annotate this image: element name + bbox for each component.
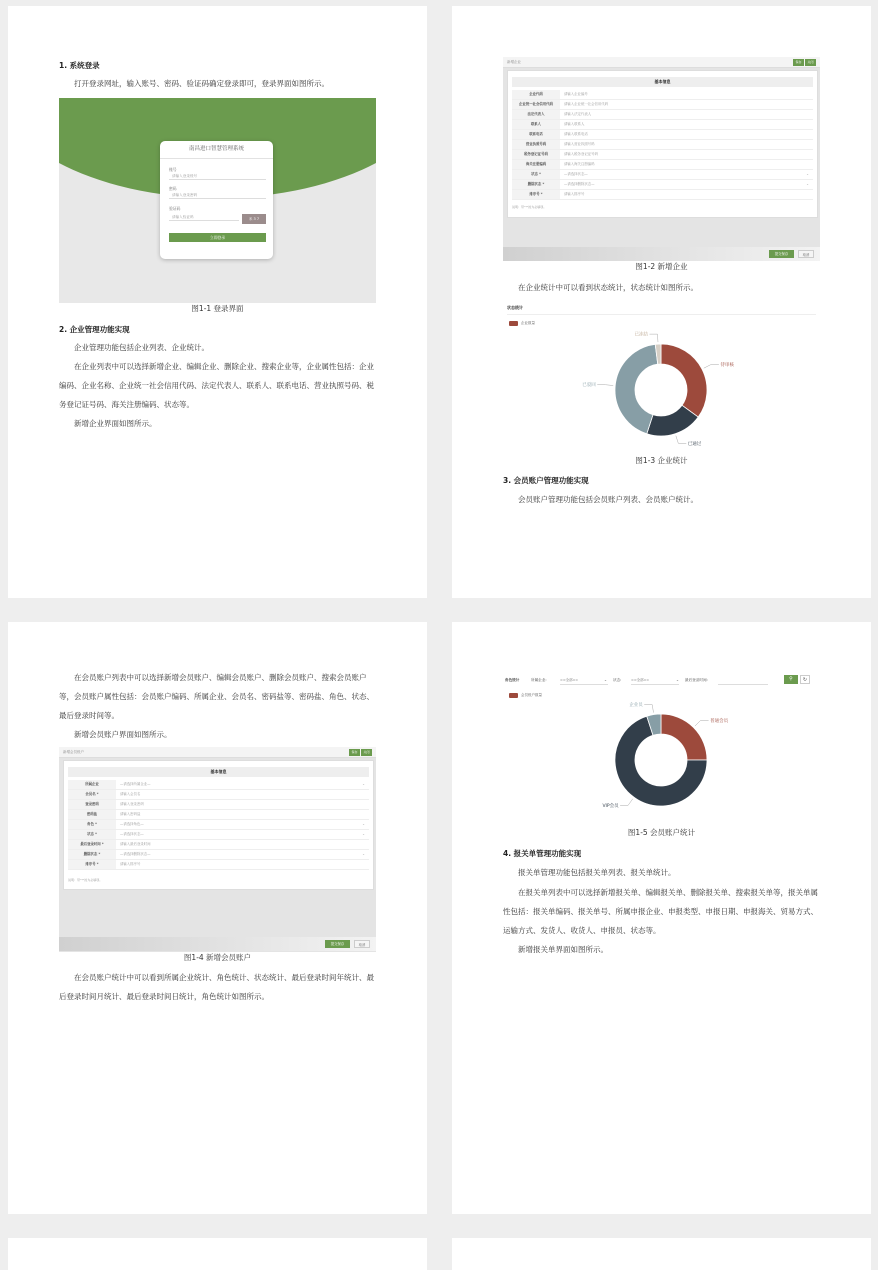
form-topbar xyxy=(503,57,820,68)
document-page-6 xyxy=(452,1238,871,1270)
form-row xyxy=(68,830,369,840)
donut-chart xyxy=(503,674,820,824)
form-row-label: 企业代码 xyxy=(512,90,560,99)
slice-label: 普通会员 xyxy=(710,718,729,724)
form-row xyxy=(68,840,369,850)
document-page-1 xyxy=(8,6,427,598)
paragraph: 新增企业界面如图所示。 xyxy=(74,419,157,428)
form-row-input[interactable]: 请输入营业执照号码 xyxy=(564,142,595,146)
form-row-label: 删除状态 * xyxy=(68,850,116,859)
slice-label: 已冻结 xyxy=(634,332,648,338)
form-row-select[interactable]: —请选择删除状态— xyxy=(120,852,151,856)
section-heading-login: 1. 系统登录 xyxy=(59,61,100,70)
form-row xyxy=(512,130,813,140)
form-row-input[interactable]: 请输入会员名 xyxy=(120,792,141,796)
form-row-input[interactable]: 请输入排序号 xyxy=(564,192,585,196)
figure-caption: 图1-2 新增企业 xyxy=(635,262,688,271)
form-panel xyxy=(507,70,818,218)
form-row-select[interactable]: —请选择状态— xyxy=(564,172,588,176)
slice-label-leader xyxy=(676,436,686,444)
chevron-down-icon: ⌄ xyxy=(806,182,809,186)
cancel-button[interactable]: 取消 xyxy=(354,940,370,948)
account-input[interactable]: 请输入登录账号 xyxy=(169,173,266,180)
form-row-label: 企业统一社会信用代码 xyxy=(512,100,560,109)
document-page-5 xyxy=(8,1238,427,1270)
login-button[interactable]: 立即登录 xyxy=(169,233,266,242)
paragraph: 报关单管理功能包括报关单列表、报关单统计。 xyxy=(518,868,676,877)
document-page-2 xyxy=(452,6,871,598)
form-row-select[interactable]: —请选择状态— xyxy=(120,832,144,836)
paragraph: 打开登录网址，输入账号、密码、验证码确定登录即可，登录界面如图所示。 xyxy=(74,79,329,88)
donut-chart xyxy=(503,303,820,451)
form-note: 说明：带"*"的为必填项。 xyxy=(512,205,547,209)
enterprise-status-chart xyxy=(503,303,820,451)
refresh-icon[interactable]: ↻ xyxy=(800,675,810,684)
form-row-label: 排序号 * xyxy=(512,190,560,199)
submit-save-button[interactable]: 提交保存 xyxy=(325,940,350,948)
form-row xyxy=(68,850,369,860)
chevron-down-icon: ⌄ xyxy=(362,852,365,856)
form-row-input[interactable]: 请输入排序号 xyxy=(120,862,141,866)
chevron-down-icon: ⌄ xyxy=(362,832,365,836)
form-row xyxy=(512,100,813,110)
pie-slice[interactable] xyxy=(661,344,707,417)
form-row xyxy=(512,180,813,190)
form-row-label: 法定代表人 xyxy=(512,110,560,119)
form-row-label: 会员名 * xyxy=(68,790,116,799)
captcha-image[interactable]: 米 3 7 xyxy=(242,214,266,224)
form-row xyxy=(512,150,813,160)
form-row xyxy=(68,780,369,790)
enterprise-form-screenshot xyxy=(503,57,820,261)
form-footer xyxy=(59,937,376,951)
form-row xyxy=(512,120,813,130)
login-card xyxy=(160,141,273,259)
account-label: 账号 xyxy=(169,167,177,172)
figure-caption: 图1-1 登录界面 xyxy=(191,304,244,313)
password-label: 密码 xyxy=(169,186,177,191)
legend-label: 会员账户数量 xyxy=(521,693,542,697)
form-note: 说明：带"*"的为必填项。 xyxy=(68,878,103,882)
paragraph: 会员账户管理功能包括会员账户列表、会员账户统计。 xyxy=(518,495,698,504)
paragraph: 在企业统计中可以看到状态统计，状态统计如图所示。 xyxy=(518,283,698,292)
form-row xyxy=(512,90,813,100)
form-row xyxy=(68,860,369,870)
form-row-label: 状态 * xyxy=(68,830,116,839)
save-top-button[interactable]: 保存 xyxy=(349,749,360,756)
filter-status-select[interactable]: ==全部== xyxy=(631,676,679,685)
form-section-title: 基本信息 xyxy=(68,767,369,777)
section-heading-declaration: 4. 报关单管理功能实现 xyxy=(503,849,582,858)
close-top-button[interactable]: 关闭 xyxy=(361,749,372,756)
form-row-input[interactable]: 请输入法定代表人 xyxy=(564,112,592,116)
paragraph: 新增报关单界面如图所示。 xyxy=(518,945,608,954)
form-row-input[interactable]: 请输入企业编号 xyxy=(564,92,588,96)
chevron-down-icon: ⌄ xyxy=(604,678,608,682)
login-screenshot xyxy=(59,98,376,303)
form-row-input[interactable]: 请输入海关注册编码 xyxy=(564,162,595,166)
form-row-label: 所属企业 xyxy=(68,780,116,789)
form-row-input[interactable]: 请输入联系人 xyxy=(564,122,585,126)
form-row-label: 税务登记证号码 xyxy=(512,150,560,159)
form-row xyxy=(512,140,813,150)
member-role-chart xyxy=(503,674,820,824)
form-row xyxy=(512,170,813,180)
form-row-select[interactable]: —请选择所属企业— xyxy=(120,782,151,786)
password-input[interactable]: 请输入登录密码 xyxy=(169,192,266,199)
form-row xyxy=(68,810,369,820)
paragraph: 在报关单列表中可以选择新增报关单、编辑报关单、删除报关单、搜索报关单等，报关单属性包括：报关单编码、报关单号、所属申报企业、申报类型、申报日期、申报海关、贸易方式、运输方式、发货人、收货人、申报员、状态等。 xyxy=(503,888,818,935)
form-row-label: 密码盐 xyxy=(68,810,116,819)
close-top-button[interactable]: 关闭 xyxy=(805,59,816,66)
login-title: 南昌进口智慧管理系统 xyxy=(160,141,273,159)
member-form-screenshot xyxy=(59,747,376,952)
figure-caption: 图1-3 企业统计 xyxy=(635,456,688,465)
search-icon[interactable]: ⚲ xyxy=(784,675,798,684)
slice-label: VIP会员 xyxy=(602,803,619,809)
captcha-input[interactable]: 请输入验证码 xyxy=(169,214,239,221)
paragraph: 企业管理功能包括企业列表、企业统计。 xyxy=(74,343,209,352)
figure-caption: 图1-4 新增会员账户 xyxy=(183,953,252,962)
form-row-select[interactable]: —请选择角色— xyxy=(120,822,144,826)
form-row-input[interactable]: 请输入税务登记证号码 xyxy=(564,152,598,156)
breadcrumb: 新增企业 xyxy=(507,60,521,64)
form-row xyxy=(512,160,813,170)
form-row-input[interactable]: 请输入联系电话 xyxy=(564,132,588,136)
form-row-label: 联系电话 xyxy=(512,130,560,139)
slice-label-leader xyxy=(695,720,709,726)
breadcrumb: 新增会员账户 xyxy=(63,750,84,754)
chart-title: 状态统计 xyxy=(507,305,523,310)
form-row-select[interactable]: —请选择删除状态— xyxy=(564,182,595,186)
pie-slice[interactable] xyxy=(615,344,658,433)
form-row-input[interactable]: 请输入最后登录时间 xyxy=(120,842,151,846)
save-top-button[interactable]: 保存 xyxy=(793,59,804,66)
form-section-title: 基本信息 xyxy=(512,77,813,87)
slice-label: 企业员 xyxy=(629,703,643,709)
slice-label-leader xyxy=(649,334,658,342)
form-row xyxy=(68,790,369,800)
form-topbar xyxy=(59,747,376,758)
form-row xyxy=(68,820,369,830)
figure-caption: 图1-5 会员账户统计 xyxy=(627,828,696,837)
form-row-label: 登录密码 xyxy=(68,800,116,809)
slice-label: 已通过 xyxy=(687,441,702,447)
form-row-label: 删除状态 * xyxy=(512,180,560,189)
form-footer xyxy=(503,247,820,261)
submit-save-button[interactable]: 提交保存 xyxy=(769,250,794,258)
form-row xyxy=(512,190,813,200)
form-row-input[interactable]: 请输入登录密码 xyxy=(120,802,144,806)
form-panel xyxy=(63,760,374,890)
chart-title: 角色统计 xyxy=(505,678,520,682)
paragraph: 新增会员账户界面如图所示。 xyxy=(74,730,172,739)
paragraph: 在会员账户统计中可以看到所属企业统计、角色统计、状态统计、最后登录时间年统计、最后登录时间月统计、最后登录时间日统计，角色统计如图所示。 xyxy=(59,973,374,1001)
form-row-label: 营业执照号码 xyxy=(512,140,560,149)
slice-label: 待审核 xyxy=(720,363,734,369)
captcha-label: 验证码 xyxy=(169,206,181,211)
form-row-label: 排序号 * xyxy=(68,860,116,869)
filter-login-time-label: 最后登录时间: xyxy=(685,678,708,682)
form-row-label: 状态 * xyxy=(512,170,560,179)
chevron-down-icon: ⌄ xyxy=(676,678,680,682)
slice-label-leader xyxy=(597,385,613,386)
paragraph: 在会员账户列表中可以选择新增会员账户、编辑会员账户、删除会员账户、搜索会员账户等，会员账户属性包括：会员账户编码、所属企业、会员名、密码盐等、密码盐、角色、状态、最后登录时间等。 xyxy=(59,673,374,720)
slice-label-leader xyxy=(620,799,633,805)
legend-label: 企业数量 xyxy=(521,321,535,325)
form-row xyxy=(512,110,813,120)
form-row-label: 海关注册编码 xyxy=(512,160,560,169)
chevron-down-icon: ⌄ xyxy=(806,172,809,176)
paragraph: 在企业列表中可以选择新增企业、编辑企业、删除企业、搜索企业等，企业属性包括：企业编码、企业名称、企业统一社会信用代码、法定代表人、联系人、联系电话、营业执照号码、税务登记证号码、海关注册编码、状态等。 xyxy=(59,362,374,409)
form-row-label: 角色 * xyxy=(68,820,116,829)
slice-label: 已驳回 xyxy=(582,383,596,389)
form-row-label: 联系人 xyxy=(512,120,560,129)
form-row-label: 最后登录时间 * xyxy=(68,840,116,849)
slice-label-leader xyxy=(644,705,653,713)
form-row-input[interactable]: 请输入密码盐 xyxy=(120,812,141,816)
filter-enterprise-select[interactable]: ==全部== xyxy=(560,676,608,685)
chevron-down-icon: ⌄ xyxy=(362,822,365,826)
slice-label-leader xyxy=(704,365,719,369)
form-row xyxy=(68,800,369,810)
document-page-4 xyxy=(452,622,871,1214)
section-heading-enterprise: 2. 企业管理功能实现 xyxy=(59,325,130,334)
section-heading-member: 3. 会员账户管理功能实现 xyxy=(503,476,589,485)
form-row-input[interactable]: 请输入企业统一社会信用代码 xyxy=(564,102,609,106)
cancel-button[interactable]: 取消 xyxy=(798,250,814,258)
document-page-3 xyxy=(8,622,427,1214)
filter-status-label: 状态: xyxy=(613,678,622,682)
filter-enterprise-label: 所属企业: xyxy=(531,678,547,682)
chevron-down-icon: ⌄ xyxy=(362,782,365,786)
